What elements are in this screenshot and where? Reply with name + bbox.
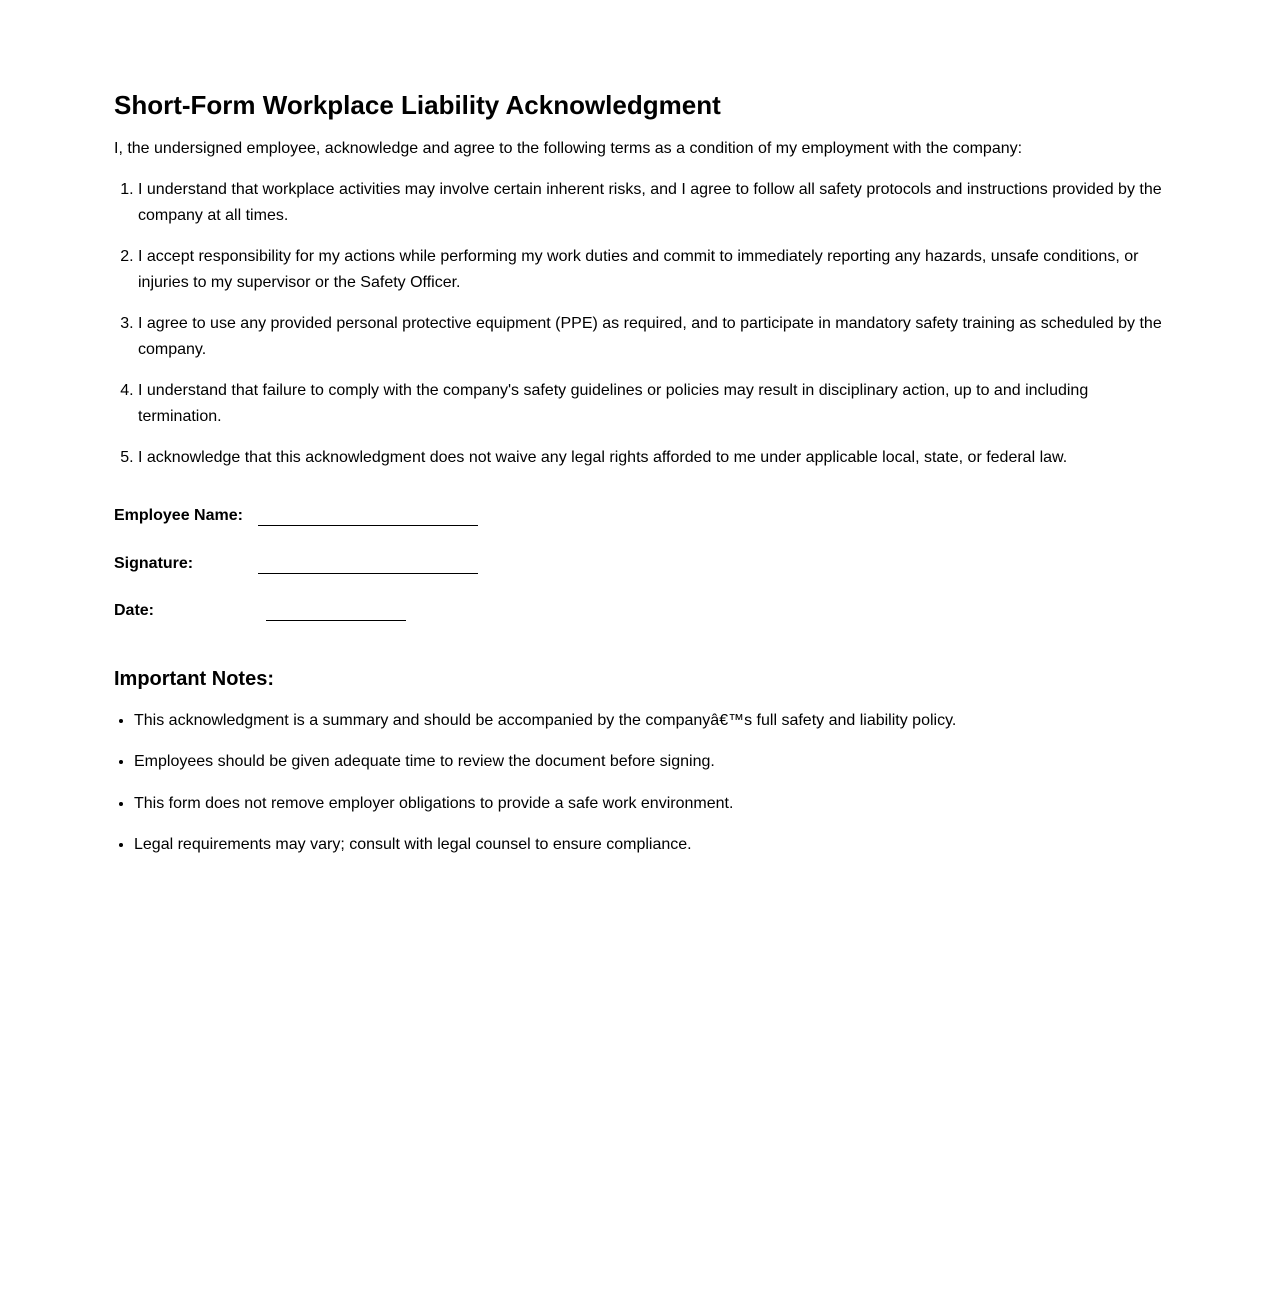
date-field[interactable]	[266, 620, 406, 621]
employee-name-row	[114, 506, 1164, 554]
employee-name-label: Employee Name:	[114, 507, 243, 524]
note-item: • This form does not remove employer obligations to provide a safe work environment.	[134, 793, 1164, 815]
note-item: • Legal requirements may vary; consult with legal counsel to ensure compliance.	[134, 834, 1164, 856]
employee-name-field[interactable]	[258, 525, 478, 526]
notes-list	[114, 710, 1164, 857]
term-item: 5. I acknowledge that this acknowledgment does not waive any legal rights afforded to me under applicable local, state, or federal law.	[138, 445, 1164, 471]
signature-field[interactable]	[258, 573, 478, 574]
signature-form	[114, 506, 1164, 649]
note-item: • This acknowledgment is a summary and should be accompanied by the companyâ€™s full safety and liability policy.	[134, 710, 1164, 732]
term-item: 2. I accept responsibility for my actions while performing my work duties and commit to immediately reporting any hazards, unsafe conditions, or injuries to my supervisor or the Safety Officer.	[138, 244, 1164, 296]
note-item: • Employees should be given adequate time to review the document before signing.	[134, 751, 1164, 773]
terms-list	[114, 177, 1164, 471]
page-title: Short-Form Workplace Liability Acknowledgment	[114, 90, 721, 120]
intro-paragraph: I, the undersigned employee, acknowledge and agree to the following terms as a condition of my employment with the company:	[114, 140, 1023, 157]
term-item: 1. I understand that workplace activities may involve certain inherent risks, and I agree to follow all safety protocols and instructions provided by the company at all times.	[138, 177, 1164, 229]
term-item: 4. I understand that failure to comply with the company's safety guidelines or policies may result in disciplinary action, up to and including termination.	[138, 378, 1164, 430]
date-row	[114, 601, 1164, 649]
date-label: Date:	[114, 602, 155, 619]
term-item: 3. I agree to use any provided personal protective equipment (PPE) as required, and to participate in mandatory safety training as scheduled by the company.	[138, 311, 1164, 363]
notes-heading: Important Notes:	[114, 667, 274, 690]
signature-label: Signature:	[114, 554, 194, 572]
signature-row	[114, 554, 1164, 602]
